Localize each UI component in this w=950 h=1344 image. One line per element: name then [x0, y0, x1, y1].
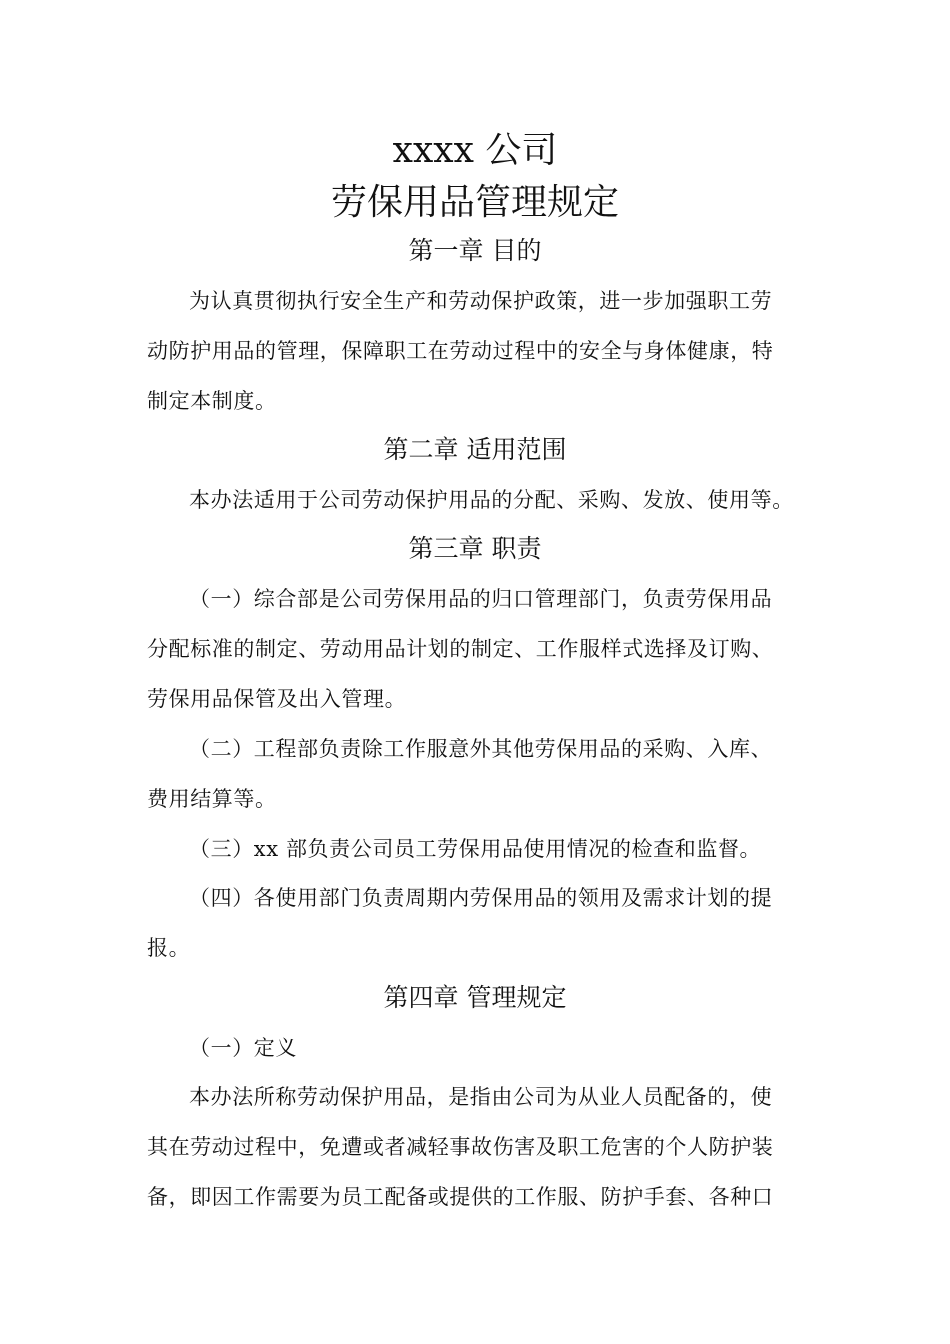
text-line: 分配标准的制定、劳动用品计划的制定、工作服样式选择及订购、: [147, 637, 774, 661]
text-line: 备，即因工作需要为员工配备或提供的工作服、防护手套、各种口: [147, 1185, 774, 1209]
text-line: 报。: [147, 936, 191, 960]
chapter-3-item-1: [147, 574, 807, 724]
text-line: 其在劳动过程中，免遭或者减轻事故伤害及职工危害的个人防护装: [147, 1135, 774, 1159]
text-line: （二）工程部负责除工作服意外其他劳保用品的采购、入库、: [189, 737, 773, 761]
chapter-1-heading: 第一章 目的: [408, 236, 542, 265]
text-line: 制定本制度。: [147, 389, 277, 413]
chapter-4-heading: 第四章 管理规定: [383, 983, 567, 1012]
text-line: （一）综合部是公司劳保用品的归口管理部门，负责劳保用品: [189, 587, 773, 611]
text-line: 为认真贯彻执行安全生产和劳动保护政策，进一步加强职工劳: [189, 289, 773, 313]
chapter-3-item-4: [147, 873, 807, 973]
document-title: 劳保用品管理规定: [330, 182, 619, 223]
chapter-1-paragraph: [147, 276, 807, 426]
text-line: 本办法所称劳动保护用品，是指由公司为从业人员配备的，使: [189, 1085, 773, 1109]
text-line: 本办法适用于公司劳动保护用品的分配、采购、发放、使用等。: [189, 488, 794, 512]
text-line: 劳保用品保管及出入管理。: [147, 687, 407, 711]
text-line: （三）xx 部负责公司员工劳保用品使用情况的检查和监督。: [189, 837, 762, 861]
chapter-2-paragraph: [147, 475, 807, 525]
chapter-3-item-2: [147, 724, 807, 824]
company-title: xxxx 公司: [392, 130, 558, 171]
chapter-3-heading: 第三章 职责: [408, 534, 542, 563]
chapter-4-paragraph: [147, 1072, 807, 1222]
chapter-2-heading: 第二章 适用范围: [383, 435, 567, 464]
text-line: 费用结算等。: [147, 787, 277, 811]
chapter-3-item-3: [147, 824, 807, 874]
text-line: （四）各使用部门负责周期内劳保用品的领用及需求计划的提: [189, 886, 773, 910]
chapter-4-section-1-title: [147, 1023, 807, 1073]
text-line: 动防护用品的管理，保障职工在劳动过程中的安全与身体健康，特: [147, 339, 774, 363]
text-line: （一）定义: [189, 1036, 297, 1060]
